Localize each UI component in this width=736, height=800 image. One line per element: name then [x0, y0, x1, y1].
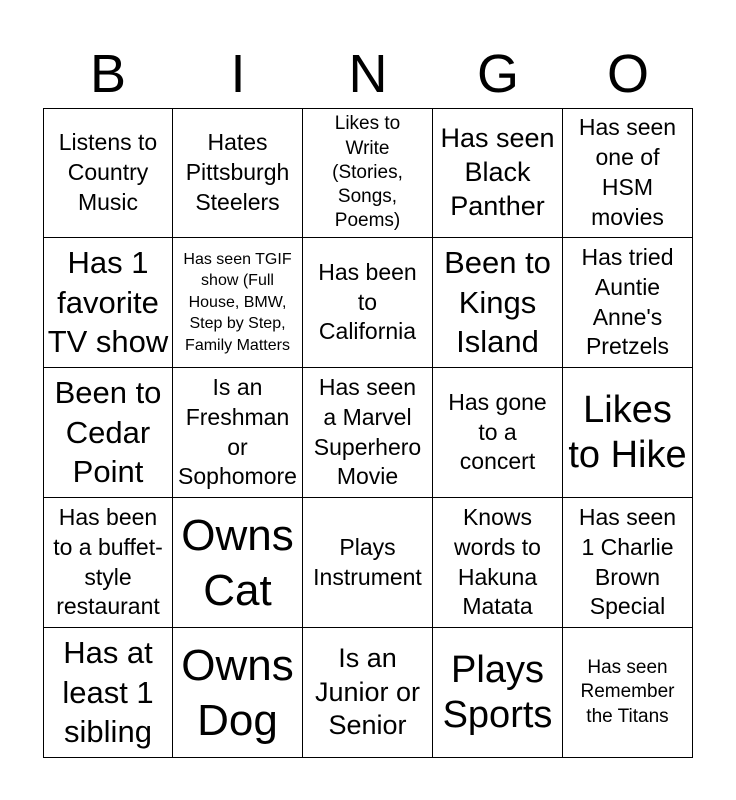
- bingo-cell-r2c3[interactable]: [303, 238, 433, 368]
- bingo-cell-r1c5[interactable]: [563, 108, 693, 238]
- bingo-cell-r1c1[interactable]: [43, 108, 173, 238]
- bingo-cell-r1c4[interactable]: [433, 108, 563, 238]
- cell-text: Has seen TGIF show (Full House, BMW, Step by Step, Family Matters: [183, 250, 292, 354]
- cell-text: Listens to Country Music: [58, 129, 158, 215]
- bingo-cell-r3c2[interactable]: [173, 368, 303, 498]
- header-letter-o: O: [606, 44, 649, 104]
- cell-text: Has seen one of HSM movies: [578, 114, 677, 230]
- bingo-cell-r2c2[interactable]: [173, 238, 303, 368]
- bingo-cell-r5c5[interactable]: [563, 628, 693, 758]
- cell-text: Has seen 1 Charlie Brown Special: [578, 503, 677, 620]
- bingo-header: [43, 40, 693, 108]
- bingo-cell-r4c1[interactable]: [43, 498, 173, 628]
- bingo-cell-r4c4[interactable]: [433, 498, 563, 628]
- bingo-cell-r2c5[interactable]: [563, 238, 693, 368]
- cell-text: Owns Dog: [181, 640, 294, 745]
- cell-text: Likes to Hike: [568, 388, 687, 476]
- cell-text: Knows words to Hakuna Matata: [454, 503, 541, 620]
- bingo-cell-r5c3[interactable]: [303, 628, 433, 758]
- header-letter-g: G: [476, 44, 519, 104]
- bingo-cell-r3c5[interactable]: [563, 368, 693, 498]
- bingo-cell-r5c4[interactable]: [433, 628, 563, 758]
- cell-text: Has 1 favorite TV show: [47, 245, 169, 360]
- bingo-cell-r5c1[interactable]: [43, 628, 173, 758]
- cell-text: Hates Pittsburgh Steelers: [185, 129, 290, 215]
- bingo-cell-r1c2[interactable]: [173, 108, 303, 238]
- cell-text: Is an Junior or Senior: [314, 642, 421, 741]
- header-letter-b: B: [89, 44, 127, 104]
- bingo-cell-r2c4[interactable]: [433, 238, 563, 368]
- bingo-cell-r4c3[interactable]: [303, 498, 433, 628]
- bingo-board: [43, 108, 693, 758]
- cell-text: Plays Instrument: [313, 533, 422, 590]
- cell-text: Has been to a buffet- style restaurant: [53, 503, 163, 620]
- cell-text: Is an Freshman or Sophomore: [178, 373, 297, 490]
- cell-text: Been to Kings Island: [444, 245, 551, 360]
- cell-text: Has seen Black Panther: [440, 123, 555, 221]
- bingo-cell-r3c3[interactable]: [303, 368, 433, 498]
- bingo-cell-r3c1[interactable]: [43, 368, 173, 498]
- cell-text: Has at least 1 sibling: [62, 635, 154, 750]
- cell-text: Has seen Remember the Titans: [580, 657, 675, 727]
- cell-text: Has seen a Marvel Superhero Movie: [313, 373, 422, 490]
- bingo-cell-r4c2[interactable]: [173, 498, 303, 628]
- bingo-cell-r4c5[interactable]: [563, 498, 693, 628]
- bingo-cell-r5c2[interactable]: [173, 628, 303, 758]
- bingo-cell-r1c3[interactable]: [303, 108, 433, 238]
- cell-text: Plays Sports: [442, 648, 553, 736]
- header-letter-n: N: [348, 44, 388, 104]
- header-letter-i: I: [230, 44, 246, 104]
- bingo-cell-r2c1[interactable]: [43, 238, 173, 368]
- cell-text: Been to Cedar Point: [54, 375, 162, 490]
- cell-text: Has gone to a concert: [448, 388, 547, 475]
- bingo-cell-r3c4[interactable]: [433, 368, 563, 498]
- cell-text: Likes to Write (Stories, Songs, Poems): [332, 113, 403, 232]
- cell-text: Owns Cat: [181, 510, 294, 615]
- cell-text: Has tried Auntie Anne's Pretzels: [581, 243, 674, 360]
- cell-text: Has been to California: [318, 258, 417, 345]
